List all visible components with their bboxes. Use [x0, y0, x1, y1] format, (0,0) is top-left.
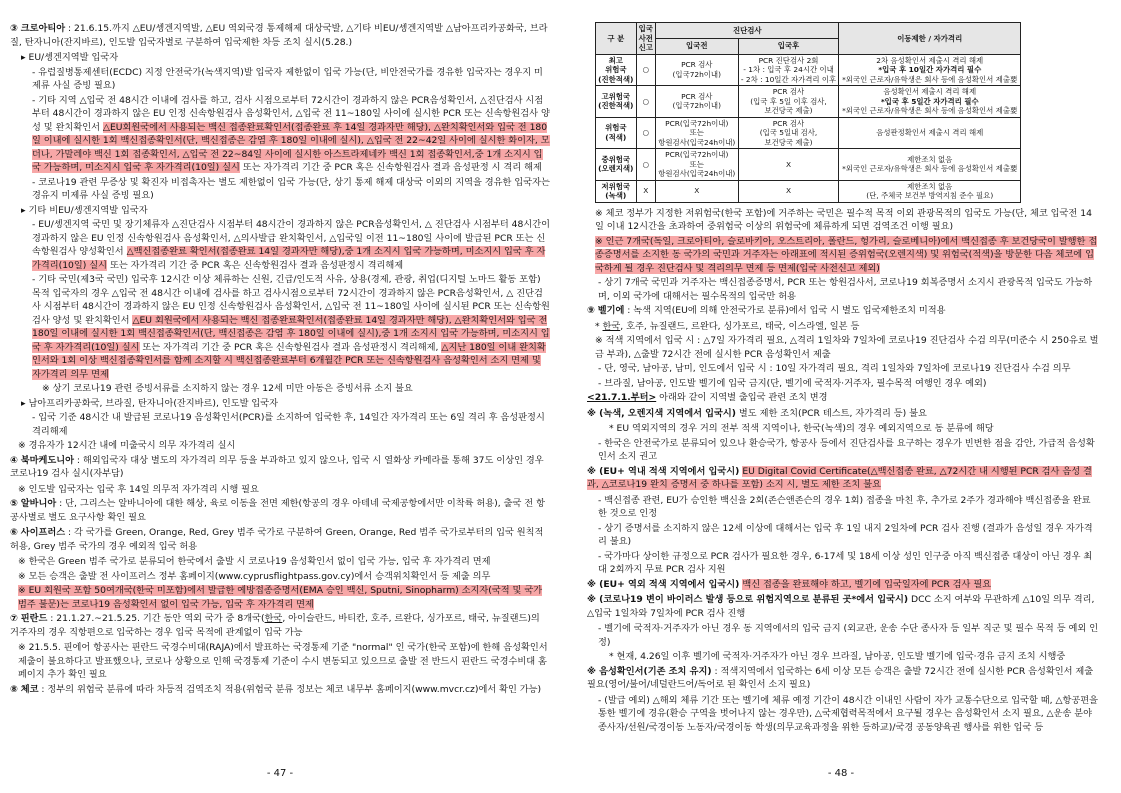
pre-entry-test-cell: PCR(입국72h이내) 또는 항원검사(입국24h이내) — [656, 149, 739, 181]
section-number: ⑤ — [10, 498, 18, 509]
body-text: * EU 역외지역의 경우 거의 전부 적색 지역이나, 한국(녹색)의 경우 예외지역으로 동 분류에 해당 — [609, 423, 994, 434]
body-text: ▸ 남아프리카공화국, 브라질, 탄자니아(잔지바르), 인도발 입국자 — [21, 397, 279, 409]
highlighted-text: △백신접종완료 확인서(접종완료 14일 경과자만 해당), — [126, 246, 345, 257]
quarantine-line: 2차 음성확인서 제출시 격리 해제 — [876, 55, 984, 65]
body-text: : 단, 그리스는 알바니아에 대한 해상, 육로 이동을 전면 제한(항공의 경우 아테네 국제공항에서만 이착륙 허용), 출국 전 항공사별로 별도 요구사항 확인 필요 — [10, 498, 545, 523]
th-category: 구 분 — [596, 23, 637, 55]
body-text: ※ 체코 정부가 지정한 저위험국(한국 포함)에 거주하는 국민은 필수적 목적 이외 관광목적의 입국도 가능(단, 체코 입국전 14일 이내 12시간을 초과하여 중위험국 이상의 위험국에 체류하게 되면 검역조건 이행 필요) — [595, 207, 1092, 232]
th-quarantine: 이동제한 / 자가격리 — [839, 23, 1021, 55]
body-text: - 상기 7개국 국민과 거주자는 백신접종증명서, PCR 또는 항원검사서, 코로나19 회복증명서 소지시 관광목적 입국도 가능하며, 이외 국가에 대해서는 필수목적의 입국만 허용 — [598, 277, 1093, 302]
country-section — [10, 22, 550, 49]
table-row — [596, 117, 1021, 149]
bold-lead: ※ (EU+ 역내 적색 지역에서 입국시) — [587, 465, 740, 477]
country-name: 체코 — [20, 683, 39, 695]
underlined-text: 한국 — [264, 613, 283, 624]
bullet-item — [10, 397, 550, 411]
quarantine-line: *외국인 근로자/유학생은 회사 등에 음성확인서 제출要 — [842, 106, 1018, 115]
section-number: ⑦ — [10, 613, 18, 624]
bold-lead: ※ 음성확인서(기존 조치 유지) — [587, 665, 712, 677]
bullet-item — [10, 273, 550, 381]
body-text: △입국 전 11~180일 사이에 실시된 PCR 또는 신속항원검사 양성 및 완치확인서 — [32, 301, 550, 326]
bullet-item — [587, 422, 1099, 436]
quarantine-line: *입국 후 5일간 자가격리 필수 — [880, 96, 979, 106]
post-entry-test-cell: X — [738, 149, 839, 181]
note-item — [10, 483, 550, 497]
post-entry-test-cell: PCR 검사 (입국 후 5일 이후 검사, 보건당국 제출) — [738, 86, 839, 118]
highlighted-text: ※ EU 회원국 포함 50여개국(한국 미포함)에서 발급한 예방접종증명서(EMA 승인 백신, Sputni, Sinopharm) 소지자(국적 및 국가 범주 불문)는 코로나19 음성확인서 없이 입국 가능, 입국 후 자가격리 면제 — [18, 585, 543, 610]
quarantine-line: 음성확인서 제출시 격리 해제 — [883, 87, 977, 96]
bullet-item — [10, 51, 550, 65]
bullet-item — [10, 382, 550, 396]
risk-category-cell: 중위험국 (오렌지색) — [596, 149, 637, 181]
table-row — [596, 180, 1021, 202]
bullet-item — [587, 437, 1099, 464]
body-text: 또는 자가격리 기간 중 PCR 혹은 신속항원검사 결과 음성판정시 격리해제, — [139, 341, 442, 353]
body-text: 또는 자가격리 기간 중 PCR 혹은 신속항원검사 결과 음성판정 시 격리 해제 — [239, 162, 542, 173]
page-number-48: - 48 - — [827, 768, 855, 779]
page-48 — [561, 0, 1121, 793]
note-item — [10, 555, 550, 569]
quarantine-line: (단, 주체국 보건부 방역지침 준수 필요) — [866, 191, 994, 200]
post-entry-test-cell: X — [738, 180, 839, 202]
body-text: : 21.1.27.~21.5.25. 기간 동안 역외 국가 중 8개국( — [47, 613, 265, 624]
page-number-47: - 47 - — [266, 768, 294, 779]
body-text: - 상기 증명서를 소지하지 않은 12세 이상에 대해서는 입국 후 1일 내지 2일차에 PCR 검사 진행 (결과가 음성일 경우 자가격리 불요) — [598, 522, 1093, 547]
body-text: - 유럽질병통제센터(ECDC) 지정 안전국가(녹색지역)발 입국자 제한없이 입국 가능(단, 비안전국가를 경유한 입국자는 경우지 미제류 사실 증빙 필요) — [32, 66, 543, 91]
section-number: ⑧ — [10, 683, 18, 695]
table-row — [596, 86, 1021, 118]
paragraph — [587, 407, 1099, 421]
body-text: - 국가마다 상이한 규정으로 PCR 검사가 필요한 경우, 6-17세 및 18세 이상 성인 인구중 아직 백신접종 대상이 아닌 경우 최대 2회까지 무료 PCR 검사 지원 — [598, 550, 1093, 575]
body-text: 또는 자가격리 기간 중 PCR 혹은 신속항원검사 결과 음성판정시 격리해제 — [107, 259, 404, 271]
highlighted-text: △EU회원국에서 사용되는 백신 접종완료확인서(접종완료 후 14일 경과자만 해당), △완치확인서와 입국 전 180일 이내에 실시한 1회 백신접종확인서(단, 백신접종은 감염 후 180일 이내에 실시), △입국 전 22~42일 사이에 실시한 화이자, 모더나, 가말레야 백신 1회 접종확인서, △입국 전 22~84일 사이에 실시한 아스트라제네카 백신 1회 접종확인서, — [32, 121, 550, 160]
section-number: ⑥ — [10, 527, 18, 538]
page-47-content — [10, 22, 550, 698]
body-text: ※ 인도발 입국자는 입국 후 14일 의무적 자가격리 시행 필요 — [18, 483, 259, 495]
note-item — [587, 320, 1099, 334]
quarantine-line: 제한조치 없음 — [907, 154, 953, 164]
body-text: - 코로나19 관련 무증상 및 확진자 비접촉자는 별도 제한없이 입국 가능(단, 상기 통제 해제 대상국 이외의 지역을 경유한 입국자는 경유지 미제류 사실 증빙 필요) — [32, 176, 550, 201]
body-text: - 입국 기준 48시간 내 발급된 코로나19 음성확인서(PCR)를 소지하여 입국한 후, 14일간 자가격리 또는 6일 격리 후 음성판정시 격리해제 — [32, 412, 545, 437]
body-text: ※ 적색 지역에서 입국 시 : △7일 자가격리 필요, △격리 1일차와 7일차에 코로나19 진단검사 수검 의무(미준수 시 250유로 벌금 부과), △출발 72시간 전에 실시한 PCR 음성확인서 제출 — [595, 335, 1099, 360]
country-name: 핀란드 — [20, 613, 48, 624]
body-text: △의사발급 완치확인서, △입국일 이전 11~180일 사이에 발급된 PCR 또는 신속항원검사 양성확인서 — [32, 232, 546, 257]
body-text: ▸ 기타 비EU/솅겐지역발 입국자 — [21, 204, 148, 216]
note-item — [10, 584, 550, 611]
bullet-item — [587, 362, 1099, 376]
th-before-entry: 입국전 — [656, 38, 739, 54]
body-text: : 녹색 지역(EU에 의해 안전국가로 분류)에서 입국 시 별도 입국제한조치 미적용 — [624, 305, 946, 316]
body-text: - 한국은 안전국가로 분류되어 있으나 환승국가, 항공사 등에서 진단검사를 요구하는 경우가 빈번한 점을 감안, 가급적 음성확인서 소지 권고 — [598, 437, 1095, 462]
highlighted-text: 중 1개 소지시 입국 가능하며, 미소지시 입국 후 자가격리(10일) 실시 — [32, 328, 550, 353]
czech-risk-table — [595, 22, 1021, 203]
paragraph — [587, 593, 1099, 620]
body-text: : 정부의 위험국 분류에 따라 차등적 검역조치 적용(위험국 분류 정보는 체코 내무부 홈페이지(www.mvcr.cz)에서 확인 가능) — [38, 683, 542, 695]
body-text: ※ 한국은 Green 범주 국가로 분류되어 한국에서 출발 시 코로나19 음성확인서 없이 입국 가능, 입국 후 자가격리 면제 — [18, 556, 491, 567]
quarantine-line: 제한조치 없음 — [907, 181, 953, 191]
registration-cell: ○ — [636, 149, 655, 181]
page-47 — [0, 0, 560, 793]
registration-cell: ○ — [636, 86, 655, 118]
country-name: 북마케도니아 — [20, 454, 74, 466]
bullet-item — [587, 276, 1099, 303]
bullet-item — [587, 522, 1099, 549]
risk-category-cell: 고위험국 (진한적색) — [596, 86, 637, 118]
body-text: ※ 21.5.5. 핀에어 항공사는 핀란드 국경수비대(RAJA)에서 발표하는 국경통제 기준 "normal" 인 국가(한국 포함)에 한해 음성확인서 제출이 불요하다고 발표했으나, 코로나 상황으로 인해 국경통제 기준이 수시 변동되고 있으므로 출발 전 반드시 핀란드 국경수비대 홈페이지 추가 확인 필요 — [18, 642, 548, 680]
risk-category-cell: 저위험국 (녹색) — [596, 180, 637, 202]
note-item — [10, 439, 550, 453]
bullet-item — [10, 66, 550, 93]
body-text: △입국 전 11~180일 사이에 실시한 PCR 또는 신속항원검사 양성 및 완치확인서 — [32, 108, 550, 133]
quarantine-line: *외국인 근로자/유학생은 회사 등에 음성확인서 제출要 — [842, 164, 1018, 174]
pre-entry-test-cell: X — [656, 180, 739, 202]
pre-entry-test-cell: PCR(입국72h이내) 또는 항원검사(입국24h이내) — [656, 117, 739, 149]
registration-cell: ○ — [636, 117, 655, 149]
post-entry-test-cell: PCR 검사 (입국 5일내 검사, 보건당국 제출) — [738, 117, 839, 149]
bullet-item — [587, 550, 1099, 577]
body-text: - EU/솅겐지역 국민 및 장기체류자 △진단검사 시점부터 48시간이 경과하지 않은 PCR음성확인서, △ 진단검사 시점부터 48시간이 경과하지 않은 EU 인정 신속항원검사 음성확인서, — [32, 219, 550, 244]
quarantine-cell — [839, 117, 1021, 149]
underlined-text: 한국 — [602, 320, 621, 332]
country-section — [10, 683, 550, 697]
body-text: : 해외입국자 대상 별도의 자가격리 의무 등을 부과하고 있지 않으나, 입국 시 열화상 카메라를 통해 37도 이상인 경우 코로나19 검사 실시(자부담) — [10, 454, 544, 479]
pre-entry-test-cell: PCR 검사 (입국72h이내) — [656, 86, 739, 118]
quarantine-line: *외국인 근로자/유학생은 회사 등에 음성확인서 제출要 — [842, 74, 1018, 84]
section-number: ④ — [10, 454, 18, 466]
country-name: 크로아티아 — [20, 23, 66, 34]
registration-cell: X — [636, 180, 655, 202]
bullet-item — [587, 650, 1099, 664]
bullet-item — [587, 377, 1099, 391]
body-text: * — [595, 320, 603, 332]
note-item — [587, 207, 1099, 234]
quarantine-cell — [839, 54, 1021, 86]
pre-entry-test-cell: PCR 검사 (입국72h이내) — [656, 54, 739, 86]
bullet-item — [10, 176, 550, 203]
bold-lead: ※ (코로나19 변이 바이러스 발생 등으로 위험지역으로 분류된 곳*에서 입국시) — [587, 594, 909, 605]
quarantine-line: *입국 후 10일간 자가격리 필수 — [878, 65, 982, 74]
body-text: : 각 국가를 Green, Orange, Red, Grey 범주 국가로 구분하여 Green, Orange, Red 범주 국가로부터의 입국 원칙적 허용, Grey 범주 국가의 경우 예외적 입국 허용 — [10, 527, 544, 552]
bullet-item — [10, 411, 550, 438]
bullet-item — [587, 494, 1099, 521]
quarantine-cell — [839, 149, 1021, 181]
body-text: ※ 상기 코로나19 관련 증빙서류를 소지하지 않는 경우 12세 미만 아동은 증빙서류 소지 불요 — [42, 383, 413, 394]
highlighted-text: 중 1개 소지시 입국 가능하며, 미소지시 입국 후 자가격리(10일) 실시 — [32, 246, 546, 271]
risk-category-cell: 최고 위험국 (진한적색) — [596, 54, 637, 86]
quarantine-cell — [839, 86, 1021, 118]
table-row — [596, 54, 1021, 86]
section-number: ⑨ — [587, 305, 595, 316]
highlighted-text: 백신 접종을 완료해야 하고, 벨기에 입국일자에 PCR 검사 필요 — [742, 578, 992, 590]
bullet-item — [587, 622, 1099, 649]
body-text: : 적색지역에서 입국하는 6세 이상 모든 승객은 출발 72시간 전에 실시한 PCR 음성확인서 제출 필요(영어/불어/네덜란드어/독어로 된 확인서 소지 필요) — [587, 665, 1094, 690]
registration-cell: ○ — [636, 54, 655, 86]
body-text: , 호주, 뉴질랜드, 르완다, 싱가포르, 태국, 이스라엘, 일본 등 — [620, 320, 860, 332]
bold-lead: ※ (EU+ 역외 적색 지역에서 입국시) — [587, 578, 740, 590]
page-48-content — [587, 22, 1099, 735]
note-item — [587, 235, 1099, 276]
country-section — [587, 304, 1099, 318]
section-number: ③ — [10, 23, 18, 34]
body-text: DCC 소지 여부와 무관하게 △10일 의무 격리, △입국 1일차와 7일차에 PCR 검사 진행 — [587, 594, 1095, 619]
body-text: , 아이슬란드, 바티칸, 호주, 르완다, 싱가포르, 태국, 뉴질랜드)의 거주자의 경우 직항편으로 입국하는 경우 입국 목적에 관계없이 입국 가능 — [10, 613, 540, 638]
highlighted-text: EU Digital Covid Certificate(△백신접종 완료, △72시간 내 시행된 PCR 검사 음성 결과, △코로나19 완치 증명서 중 하나를 포함) 소지 시, 별도 제한 조치 불요 — [587, 465, 1092, 490]
country-section — [10, 497, 550, 524]
note-item — [10, 641, 550, 682]
body-text: - 기타 지역 △입국 전 48시간 이내에 검사를 하고, 검사 시점으로부터 72시간이 경과하지 않은 PCR음성확인서, △진단검사 시점부터 48시간이 경과하지 않은 EU 인정 신속항원검사 음성확인서, — [32, 94, 544, 119]
country-name: 알바니아 — [20, 498, 57, 509]
quarantine-line: 음성판정확인서 제출시 격리 해제 — [876, 128, 984, 137]
bold-lead: ※ (녹색, 오렌지색 지역에서 입국시) — [587, 407, 736, 419]
body-text: - 브라질, 남아공, 인도발 벨기에 입국 금지(단, 벨기에 국적자·거주자, 필수목적 여행인 경우 예외) — [598, 377, 987, 389]
th-registration: 입국 사전 신고 — [636, 23, 655, 55]
table-row — [596, 149, 1021, 181]
body-text: - (발급 예외) △해외 체류 기간 또는 벨기에 체류 예정 기간이 48시간 이내인 사람이 자가 교통수단으로 입국할 때, △항공편을 통한 벨기에 경유(환승 구역을 벗어나지 않는 경우만), △국제협력목적에서 요구될 경우는 음성확인서 소지 필요, △운송 분야 종사자/선원/국경이동 노동자/국경이동 학생(의무교육과정을 위한 등하교)/국경 공동양육권 행사를 위한 입국 등 — [598, 694, 1099, 733]
risk-category-cell: 위험국 (적색) — [596, 117, 637, 149]
quarantine-cell — [839, 180, 1021, 202]
date-heading: <21.7.1.부터> — [587, 392, 657, 403]
highlighted-text: △지난 180일 이내 완치확인서와 1회 이상 백신접종확인서를 함께 소지할 시 백신접종완료부터 6개월간 PCR 또는 신속항원검사 음성확인서 소지 면제 및 자가격리 의무 면제 — [32, 341, 546, 380]
body-text: - 기타 국민(제3국 국민) 입국후 12시간 이상 체류하는 신원, 긴급/인도적 사유, 상용(경제, 관광, 취업(디지털 노마드 활동 포함) 목적 입국자의 경우 △입국 전 48시간 이내에 검사를 하고 검사시점으로부터 72시간이 경과하지 않은 PCR음성확인서, △ 진단검사 시점부터 48시간이 경과하지 않은 EU 인정 신속항원검사 음성확인서, — [32, 274, 543, 312]
note-item — [10, 570, 550, 584]
body-text: ※ 경유자가 12시간 내에 미출국시 의무 자가격리 실시 — [18, 440, 236, 451]
th-after-entry: 입국후 — [738, 38, 839, 54]
body-text: - 백신접종 관련, EU가 승인한 백신을 2회(존슨앤존슨의 경우 1회) 접종을 마친 후, 추가로 2주가 경과해야 백신접종을 완료한 것으로 인정 — [598, 494, 1091, 519]
body-text: ▸ EU/솅겐지역발 입국자 — [21, 52, 119, 63]
highlighted-text: ※ 인근 7개국(독일, 크로아티아, 슬로바키아, 오스트리아, 폴란드, 헝가리, 슬로베니아)에서 백신접종 후 보건당국이 발행한 접종증명서를 소지한 동 국가의 국민과 거주자는 아래표에 적시된 증위험국(오렌지색) 및 위험국(적색)을 방문한 다음 체코에 입국하게 될 경우 진단검사 및 격리의무 면제 등 면제(입국 사전신고 제외) — [595, 235, 1098, 274]
bullet-item — [10, 94, 550, 175]
bullet-item — [587, 694, 1099, 735]
country-section — [10, 454, 550, 481]
highlighted-text: △EU 회원국에서 사용되는 백신 접종완료확인서(접종완료 14일 경과자만 해당), △완치확인서와 입국 전 180일 이내에 실시한 1회 백신접종확인서(단, 백신접종은 감염 후 180일 이내에 실시), — [32, 314, 548, 339]
body-text: 별도 제한 조치(PCR 테스트, 자가격리 등) 불요 — [736, 407, 927, 419]
bullet-item — [10, 218, 550, 272]
post-entry-test-cell: PCR 진단검사 2회 - 1차 : 입국 후 24시간 이내 - 2차 : 10일간 자가격리 이후 — [738, 54, 839, 86]
highlighted-text: 중 1개 소지시 입국 가능하며, 미소지시 입국 후 자가격리(10일) 실시 — [32, 148, 543, 173]
paragraph — [587, 391, 1099, 405]
th-test: 진단검사 — [656, 23, 839, 39]
note-item — [587, 334, 1099, 361]
country-name: 사이프러스 — [20, 527, 66, 538]
body-text: * 현재, 4.26일 이후 벨기에 국적자·거주자가 아닌 경우 브라질, 남아공, 인도발 벨기에 입국·경유 금지 조치 시행중 — [609, 651, 1066, 662]
country-section — [10, 526, 550, 553]
bullet-item — [10, 204, 550, 218]
body-text: ※ 모든 승객은 출발 전 사이프러스 정부 홈페이지(www.cyprusflightpass.gov.cy)에서 승객위치확인서 등 제출 의무 — [18, 570, 491, 582]
paragraph — [587, 465, 1099, 492]
paragraph — [587, 578, 1099, 592]
body-text: : 21.6.15.까지 △EU/솅겐지역발, △EU 역외국경 통제해제 대상국발, △기타 비EU/솅겐지역발 △남아프리카공화국, 브라질, 탄자니아(잔지바르), 인도발 입국자별로 구분하여 입국제한 차등 조치 실시(5.28.) — [10, 23, 548, 48]
body-text: - 벨기에 국적자·거주자가 아닌 경우 동 지역에서의 입국 금지 (외교관, 운송 수단 종사자 등 일부 직군 및 필수 목적 등 예외 인정) — [598, 623, 1099, 648]
paragraph — [587, 665, 1099, 692]
country-section — [10, 612, 550, 639]
body-text: 아래와 같이 지역별 출입국 관련 조치 변경 — [656, 392, 828, 403]
body-text: - 단, 영국, 남아공, 남미, 인도에서 입국 시 : 10일 자가격리 필요, 격리 1일차와 7일차에 코로나19 진단검사 수검 의무 — [598, 363, 1071, 374]
country-name: 벨기에 — [597, 305, 625, 316]
